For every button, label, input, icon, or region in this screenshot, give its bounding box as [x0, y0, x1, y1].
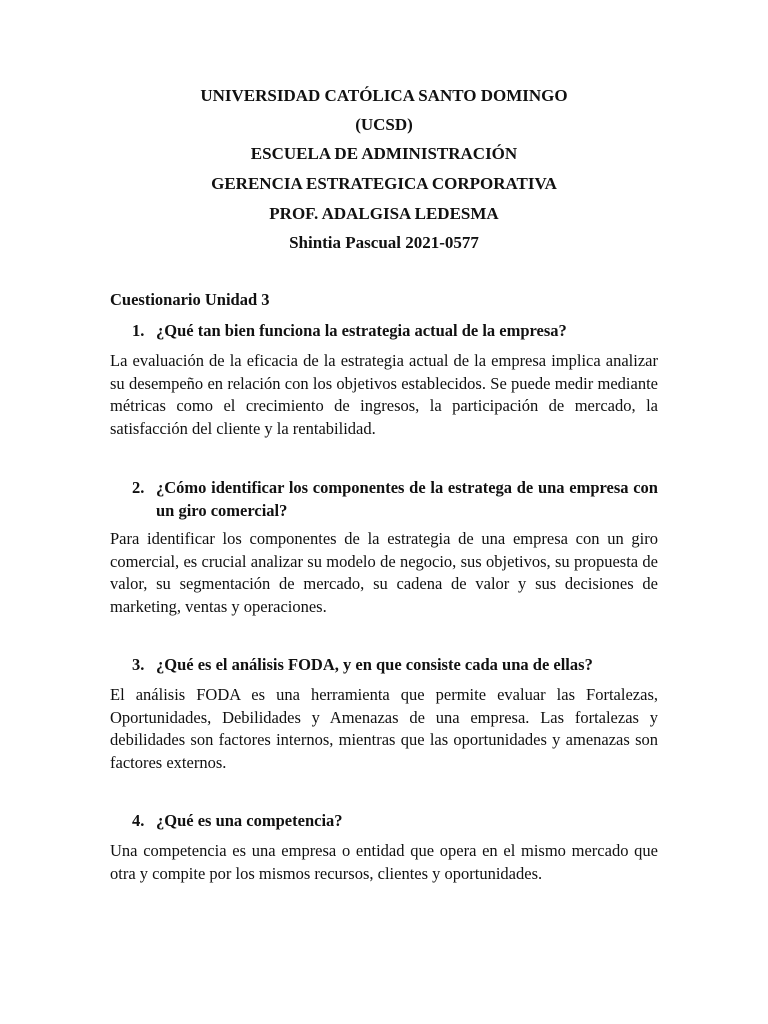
university-acronym: (UCSD): [355, 115, 413, 134]
section-title: Cuestionario Unidad 3: [110, 290, 270, 309]
school-name: ESCUELA DE ADMINISTRACIÓN: [250, 144, 518, 163]
question-text: ¿Qué es el análisis FODA, y en que consiste cada una de ellas?: [156, 655, 593, 674]
question-text: ¿Cómo identificar los componentes de la estratega de una empresa con un giro comercial?: [156, 478, 658, 520]
question-text: ¿Qué tan bien funciona la estrategia actual de la empresa?: [156, 321, 567, 340]
question-number: 2.: [132, 478, 145, 497]
professor-name: PROF. ADALGISA LEDESMA: [269, 204, 499, 223]
course-name: GERENCIA ESTRATEGICA CORPORATIVA: [211, 174, 557, 193]
question-number: 1.: [132, 321, 145, 340]
question-1: [110, 320, 658, 343]
question-text: ¿Qué es una competencia?: [156, 811, 343, 830]
answer-1: La evaluación de la eficacia de la estrategia actual de la empresa implica analizar su desempeño en relación con los objetivos establecidos. Se puede medir mediante métricas como el crecimiento de ingresos, la participación de mercado, la satisfacción del cliente y la rentabilidad.: [110, 351, 658, 438]
answer-4: Una competencia es una empresa o entidad que opera en el mismo mercado que otra y compite por los mismos recursos, clientes y oportunidades.: [110, 841, 658, 883]
university-name: UNIVERSIDAD CATÓLICA SANTO DOMINGO: [200, 86, 568, 105]
question-number: 4.: [132, 811, 145, 830]
student-name-id: Shintia Pascual 2021-0577: [289, 233, 479, 252]
answer-2: Para identificar los componentes de la estrategia de una empresa con un giro comercial, es crucial analizar su modelo de negocio, sus objetivos, su propuesta de valor, su segmentación de mercado, su cadena de valor y sus decisiones de marketing, ventas y operaciones.: [110, 529, 658, 616]
question-number: 3.: [132, 655, 145, 674]
question-3: [110, 654, 658, 677]
question-2: [110, 477, 658, 522]
question-4: [110, 810, 658, 833]
answer-3: El análisis FODA es una herramienta que permite evaluar las Fortalezas, Oportunidades, Debilidades y Amenazas de una empresa. Las fortalezas y debilidades son factores internos, mientras que las oportunidades y amenazas son factores externos.: [110, 685, 658, 772]
